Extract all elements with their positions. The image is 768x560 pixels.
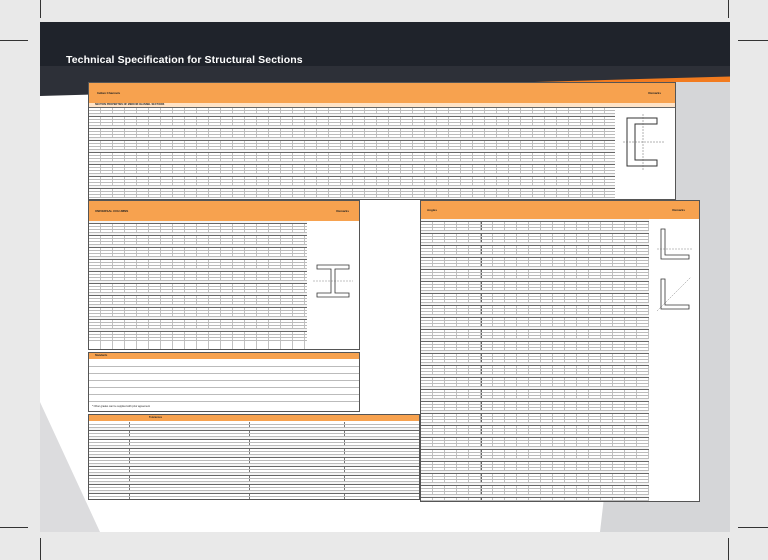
page-title: Technical Specification for Structural Sections <box>66 54 303 66</box>
angles-rows <box>421 219 649 502</box>
angles-table <box>420 200 700 502</box>
tolerances-table-header <box>89 415 419 421</box>
channels-rows <box>89 108 615 198</box>
crop-mark <box>40 0 41 18</box>
tolerances-header-label: Tolerances <box>149 416 163 419</box>
columns-table <box>88 200 360 350</box>
spec-sheet <box>40 22 730 532</box>
crop-mark <box>738 527 768 528</box>
standards-table-header <box>89 353 359 359</box>
tolerances-table <box>88 414 420 500</box>
angles-table-header <box>421 201 699 219</box>
crop-mark <box>728 0 729 18</box>
crop-mark <box>40 538 41 560</box>
standards-header-label: Standards <box>95 354 108 357</box>
standards-table <box>88 352 360 412</box>
angles-remarks-label: Remarks <box>672 208 685 212</box>
channels-remarks-label: Remarks <box>648 91 661 95</box>
angles-header-label: Angles <box>427 208 438 212</box>
columns-header-label: UNIVERSAL COLUMNS <box>95 209 129 213</box>
crop-mark <box>0 40 28 41</box>
crop-mark <box>728 538 729 560</box>
standards-footnote: * Other grades can be supplied with prior agreement <box>92 405 150 408</box>
tolerances-rows <box>89 422 419 497</box>
columns-remarks-label: Remarks <box>336 209 349 213</box>
channel-section-drawing <box>617 112 673 172</box>
channels-section-heading: SECTION PROPERTIES OF MEDIUM CHANNEL SECTIONS <box>95 103 165 106</box>
column-section-drawing <box>311 261 355 301</box>
columns-table-header <box>89 201 359 221</box>
channels-header-label: Indian Channels <box>97 91 121 95</box>
angle-section-drawing-bottom <box>653 275 695 315</box>
columns-rows <box>89 221 307 341</box>
angle-section-drawing-top <box>653 225 695 265</box>
crop-mark <box>0 527 28 528</box>
crop-mark <box>738 40 768 41</box>
standards-rows <box>89 360 359 402</box>
channels-table <box>88 82 676 200</box>
channels-table-header <box>89 83 675 103</box>
